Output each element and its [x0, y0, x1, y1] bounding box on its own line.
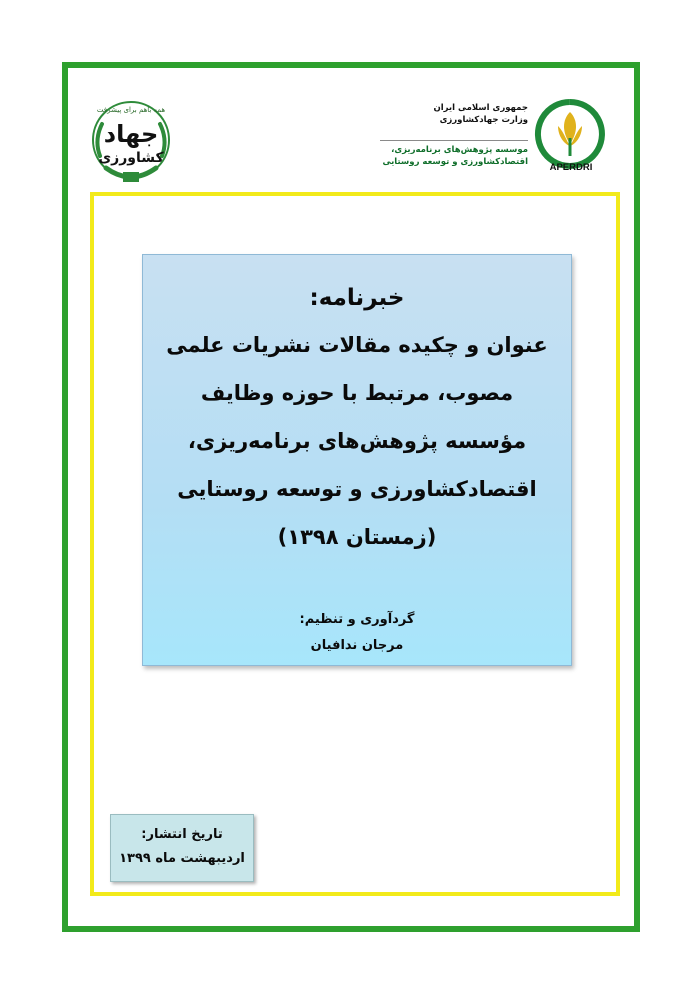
- compiler-name: مرجان ندافیان: [310, 638, 404, 653]
- institute-line-2: اقتصادکشاورزی و توسعه روستایی: [382, 157, 528, 167]
- publication-date-box: [110, 814, 254, 882]
- title-card: [142, 254, 572, 666]
- title-line-4: اقتصادکشاورزی و توسعه روستایی: [177, 477, 537, 501]
- publication-date: اردیبهشت ماه ۱۳۹۹: [119, 851, 245, 866]
- compiler-label: گردآوری و تنظیم:: [299, 612, 415, 627]
- title-line-3: مؤسسه پژوهش‌های برنامه‌ریزی،: [187, 429, 527, 453]
- jahad-word: جهاد: [103, 120, 159, 148]
- jahad-logo: [88, 96, 174, 186]
- jahad-tagline: همه باهم برای پیشرفت: [96, 106, 166, 114]
- newsletter-title: [153, 275, 561, 561]
- ministry-header: [380, 102, 528, 168]
- ministry-line: وزارت جهادکشاورزی: [439, 115, 528, 125]
- aperdri-label: APERDRI: [549, 162, 593, 173]
- institute-line-1: موسسه پژوهش‌های برنامه‌ریزی،: [391, 145, 528, 155]
- title-line-5: (زمستان ۱۳۹۸): [277, 525, 437, 549]
- header-divider: [380, 140, 528, 141]
- title-line-2: مصوب، مرتبط با حوزه وظایف: [200, 381, 514, 405]
- compiler-info: [153, 607, 561, 659]
- publication-label: تاریخ انتشار:: [141, 827, 223, 842]
- keshavarzi-word: کشاورزی: [98, 150, 164, 166]
- title-heading: خبرنامه:: [309, 285, 405, 311]
- title-line-1: عنوان و چکیده مقالات نشریات علمی: [166, 333, 548, 357]
- republic-line: جمهوری اسلامی ایران: [433, 103, 528, 113]
- aperdri-logo: [534, 98, 606, 184]
